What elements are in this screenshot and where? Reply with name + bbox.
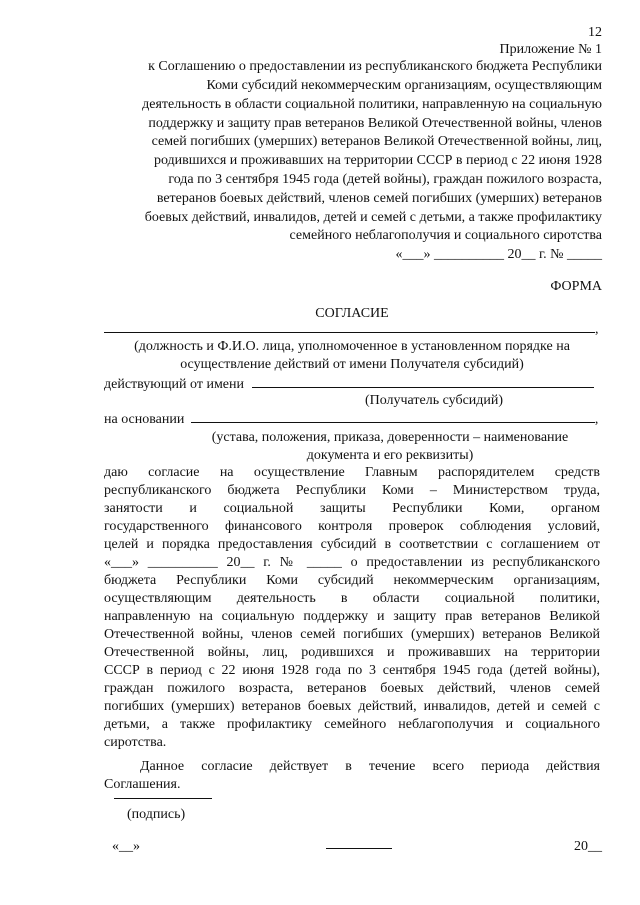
consent-line: граждан пожилого возраста, ветеранов боевых действий, членов семей: [104, 681, 600, 696]
consent-line: погибших (умерших) ветеранов боевых действий, инвалидов, детей и семей с: [104, 699, 600, 714]
fill-line: [104, 320, 595, 333]
consent-line: Отечественной войны, членов семей погибших (умерших) ветеранов Великой: [104, 627, 600, 642]
official-blank-line: [104, 320, 599, 339]
caption-official-line: (должность и Ф.И.О. лица, уполномоченное в установленном порядке на: [134, 339, 570, 354]
consent-line: занятости и социальной защиты Республики Коми, органом: [104, 501, 600, 516]
appendix-line: поддержку и защиту прав ветеранов Великой Отечественной войны, членов: [148, 116, 602, 131]
basis-fill-line: [191, 410, 595, 423]
caption-recipient: (Получатель субсидий): [364, 393, 504, 408]
appendix-line: родившихся и проживавших на территории СССР в период с 22 июня 1928: [153, 153, 602, 168]
validity-line: Данное согласие действует в течение всего периода действия: [140, 759, 600, 774]
appendix-line: к Соглашению о предоставлении из республиканского бюджета Республики: [148, 59, 602, 74]
consent-line: бюджета Республики Коми субсидий некоммерческим организациям,: [104, 573, 600, 588]
consent-line: целей и порядка предоставления субсидий в соответствии с соглашением от: [104, 537, 600, 552]
basis-label: на основании: [104, 412, 185, 427]
document-title: СОГЛАСИЕ: [315, 306, 389, 321]
consent-line: «___» __________ 20__ г. № _____ о предоставлении из республиканского: [104, 555, 600, 570]
caption-basis-line: (устава, положения, приказа, доверенности – наименование: [211, 430, 569, 445]
consent-line: осуществляющим деятельность в области социальной политики,: [104, 591, 600, 606]
footer-month-line: [326, 848, 392, 849]
appendix-line: года по 3 сентября 1945 года (детей войны), граждан пожилого возраста,: [168, 172, 602, 187]
consent-line: государственного финансового контроля проверок соблюдения условий,: [104, 519, 600, 534]
signature-caption: (подпись): [127, 807, 186, 822]
footer-year: 20__: [574, 839, 602, 854]
basis-comma: ,: [594, 412, 599, 427]
recipient-fill-line: [252, 375, 594, 388]
consent-line: даю согласие на осуществление Главным распорядителем средств: [104, 465, 600, 480]
page-number: 12: [588, 25, 602, 40]
agreement-reference: «___» __________ 20__ г. № _____: [395, 247, 602, 262]
caption-basis-line: документа и его реквизиты): [306, 448, 474, 463]
appendix-line: семейного неблагополучия и социального сиротства: [289, 228, 602, 243]
signature-line: [114, 798, 212, 799]
consent-line: СССР в период с 22 июня 1928 года по 3 сентября 1945 года (детей войны),: [104, 663, 600, 678]
appendix-line: деятельность в области социальной политики, направленную на социальную: [142, 97, 602, 112]
footer-date: «__»: [112, 839, 140, 854]
appendix-line: Коми субсидий некоммерческим организациям, осуществляющим: [206, 78, 602, 93]
validity-line: Соглашения.: [104, 777, 181, 792]
consent-line: республиканского бюджета Республики Коми – Министерством труда,: [104, 483, 600, 498]
consent-line: Отечественной войны, лиц, родившихся и проживавших на территории: [104, 645, 600, 660]
consent-line: детьми, а также профилактику семейного неблагополучия и социального: [104, 717, 600, 732]
blank-line-comma: ,: [595, 322, 599, 337]
basis-row: [104, 410, 598, 429]
form-label: ФОРМА: [550, 279, 602, 294]
acting-label: действующий от имени: [104, 377, 244, 392]
consent-last-line: сиротства.: [104, 735, 167, 750]
appendix-title: Приложение № 1: [499, 42, 602, 57]
appendix-line: ветеранов боевых действий, членов семей погибших (умерших) ветеранов: [156, 191, 602, 206]
appendix-line: боевых действий, инвалидов, детей и семей с детьми, а также профилактику: [144, 210, 602, 225]
consent-line: направленную на социальную поддержку и защиту прав ветеранов Великой: [104, 609, 600, 624]
appendix-line: семей погибших (умерших) ветеранов Великой Отечественной войны, лиц,: [151, 134, 602, 149]
caption-official-line: осуществление действий от имени Получателя субсидий): [180, 357, 524, 372]
